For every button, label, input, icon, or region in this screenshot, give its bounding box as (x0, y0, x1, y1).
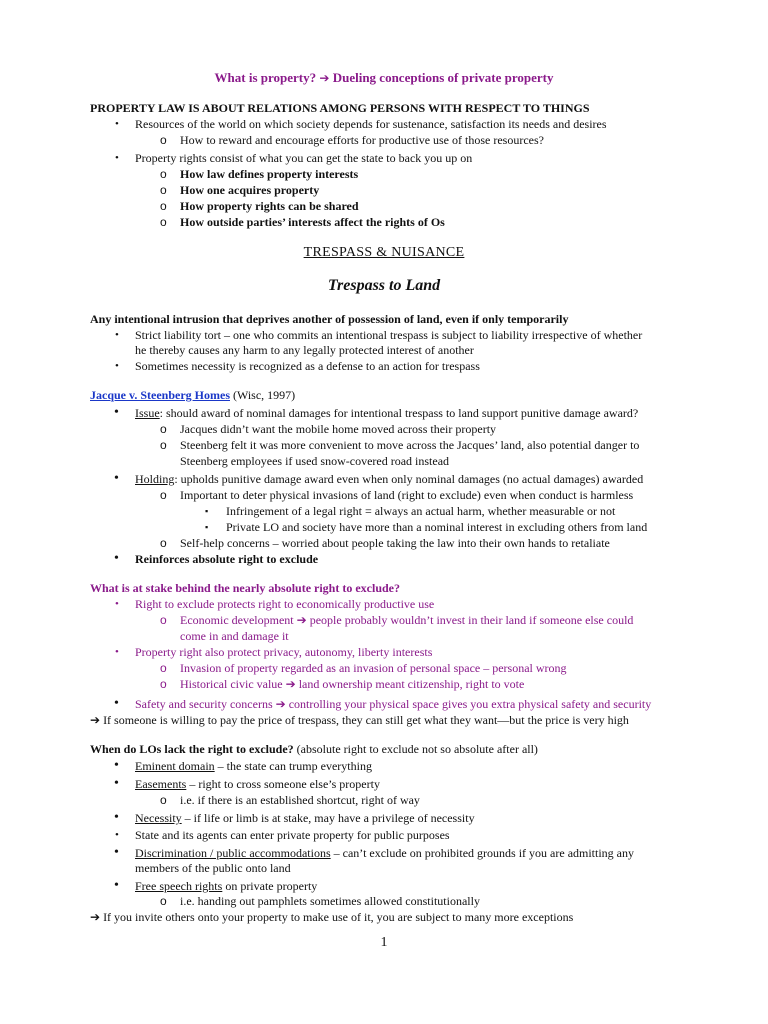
definition-lead: Any intentional intrusion that deprives another of possession of land, even if only temporarily (90, 312, 569, 326)
bullet-icon: • (115, 829, 119, 841)
list-item: i.e. if there is an established shortcut, right of way (180, 793, 420, 807)
case-citation: Jacque v. Steenberg Homes (Wisc, 1997) (90, 388, 296, 402)
stake-heading: What is at stake behind the nearly absolute right to exclude? (90, 581, 401, 595)
bullet-icon: • (115, 329, 119, 341)
bullet-icon: • (114, 551, 119, 566)
list-item: Free speech rights on private property (135, 879, 318, 893)
subheading-trespass-to-land: Trespass to Land (327, 277, 441, 294)
section-heading-property-law: PROPERTY LAW IS ABOUT RELATIONS AMONG PERSONS WITH RESPECT TO THINGS (90, 101, 590, 115)
list-item-continued: he thereby causes any harm to any legally protected interest of another (135, 343, 474, 357)
circle-bullet-icon: o (160, 215, 167, 229)
bullet-icon: • (114, 878, 119, 893)
list-item: Sometimes necessity is recognized as a defense to an action for trespass (135, 359, 480, 373)
circle-bullet-icon: o (160, 199, 167, 213)
list-item: Historical civic value ➔ land ownership meant citizenship, right to vote (180, 677, 525, 691)
bullet-icon: • (114, 845, 119, 860)
list-item: Important to deter physical invasions of land (right to exclude) even when conduct is harmless (180, 488, 634, 502)
list-item: Property right also protect privacy, autonomy, liberty interests (135, 645, 433, 659)
list-item: Steenberg felt it was more convenient to move across the Jacques’ land, also potential danger to (180, 438, 640, 452)
bullet-icon: • (114, 758, 119, 773)
final-note: ➔ If you invite others onto your property to make use of it, you are subject to many more exceptions (90, 910, 574, 924)
bullet-icon: • (115, 598, 119, 610)
bullet-icon: • (115, 646, 119, 658)
list-item: Economic development ➔ people probably wouldn’t invest in their land if someone else could (180, 613, 634, 627)
list-item: Jacques didn’t want the mobile home moved across their property (180, 422, 497, 436)
arrow-icon: ➔ (90, 910, 101, 924)
arrow-icon: ➔ (90, 713, 101, 727)
square-bullet-icon: ▪ (205, 522, 209, 532)
bullet-icon: • (114, 776, 119, 791)
circle-bullet-icon: o (160, 438, 167, 452)
section-heading-trespass-nuisance: TRESPASS & NUISANCE (303, 245, 465, 260)
circle-bullet-icon: o (160, 613, 167, 627)
circle-bullet-icon: o (160, 488, 167, 502)
arrow-icon: ➔ (319, 71, 330, 85)
list-item: Property rights consist of what you can get the state to back you up on (135, 151, 473, 165)
list-item: How one acquires property (180, 183, 320, 197)
list-item-continued: come in and damage it (180, 629, 289, 643)
list-item: Private LO and society have more than a nominal interest in excluding others from land (226, 520, 648, 534)
case-link[interactable]: Jacque v. Steenberg Homes (90, 388, 230, 402)
circle-bullet-icon: o (160, 536, 167, 550)
list-item-continued: Steenberg employees if used snow-covered road instead (180, 454, 450, 468)
list-item: How outside parties’ interests affect the rights of Os (180, 215, 445, 229)
list-item: Easements – right to cross someone else’s property (135, 777, 380, 791)
list-item-continued: members of the public onto land (135, 861, 291, 875)
list-item: Reinforces absolute right to exclude (135, 552, 319, 566)
list-item: Strict liability tort – one who commits an intentional trespass is subject to liability irrespective of whether (135, 328, 643, 342)
case-holding: Holding: upholds punitive damage award even when only nominal damages (no actual damages) awarded (135, 472, 644, 486)
bullet-icon: • (114, 810, 119, 825)
circle-bullet-icon: o (160, 677, 167, 691)
arrow-icon: ➔ (275, 697, 286, 711)
list-item: i.e. handing out pamphlets sometimes allowed constitutionally (180, 894, 480, 908)
list-item: Resources of the world on which society depends for sustenance, satisfaction its needs and desires (135, 117, 607, 131)
list-item: How to reward and encourage efforts for productive use of those resources? (180, 133, 544, 147)
list-item: Right to exclude protects right to economically productive use (135, 597, 435, 611)
list-item: Discrimination / public accommodations – can’t exclude on prohibited grounds if you are admitting any (135, 846, 635, 860)
list-item: How property rights can be shared (180, 199, 359, 213)
arrow-icon: ➔ (285, 677, 296, 691)
list-item: Self-help concerns – worried about people taking the law into their own hands to retaliate (180, 536, 610, 550)
list-item: Safety and security concerns ➔ controlling your physical space gives you extra physical safety and security (135, 697, 652, 711)
case-issue: Issue: should award of nominal damages for intentional trespass to land support punitive damage award? (135, 406, 639, 420)
circle-bullet-icon: o (160, 793, 167, 807)
bullet-icon: • (114, 696, 119, 711)
circle-bullet-icon: o (160, 133, 167, 147)
bullet-icon: • (115, 118, 119, 130)
page-title: What is property? ➔ Dueling conceptions of private property (214, 70, 554, 85)
square-bullet-icon: ▪ (205, 506, 209, 516)
list-item: Necessity – if life or limb is at stake, may have a privilege of necessity (135, 811, 475, 825)
circle-bullet-icon: o (160, 661, 167, 675)
circle-bullet-icon: o (160, 167, 167, 181)
stake-note: ➔ If someone is willing to pay the price of trespass, they can still get what they want—but the price is very high (90, 713, 629, 727)
list-item: How law defines property interests (180, 167, 359, 181)
circle-bullet-icon: o (160, 422, 167, 436)
list-item: Eminent domain – the state can trump everything (135, 759, 372, 773)
bullet-icon: • (115, 152, 119, 164)
list-item: Infringement of a legal right = always an actual harm, whether measurable or not (226, 504, 616, 518)
bullet-icon: • (115, 360, 119, 372)
circle-bullet-icon: o (160, 894, 167, 908)
page-number: 1 (380, 935, 388, 950)
list-item: State and its agents can enter private property for public purposes (135, 828, 450, 842)
bullet-icon: • (114, 405, 119, 420)
bullet-icon: • (114, 471, 119, 486)
arrow-icon: ➔ (296, 613, 307, 627)
circle-bullet-icon: o (160, 183, 167, 197)
lack-heading: When do LOs lack the right to exclude? (absolute right to exclude not so absolute after all) (90, 742, 538, 756)
list-item: Invasion of property regarded as an invasion of personal space – personal wrong (180, 661, 567, 675)
